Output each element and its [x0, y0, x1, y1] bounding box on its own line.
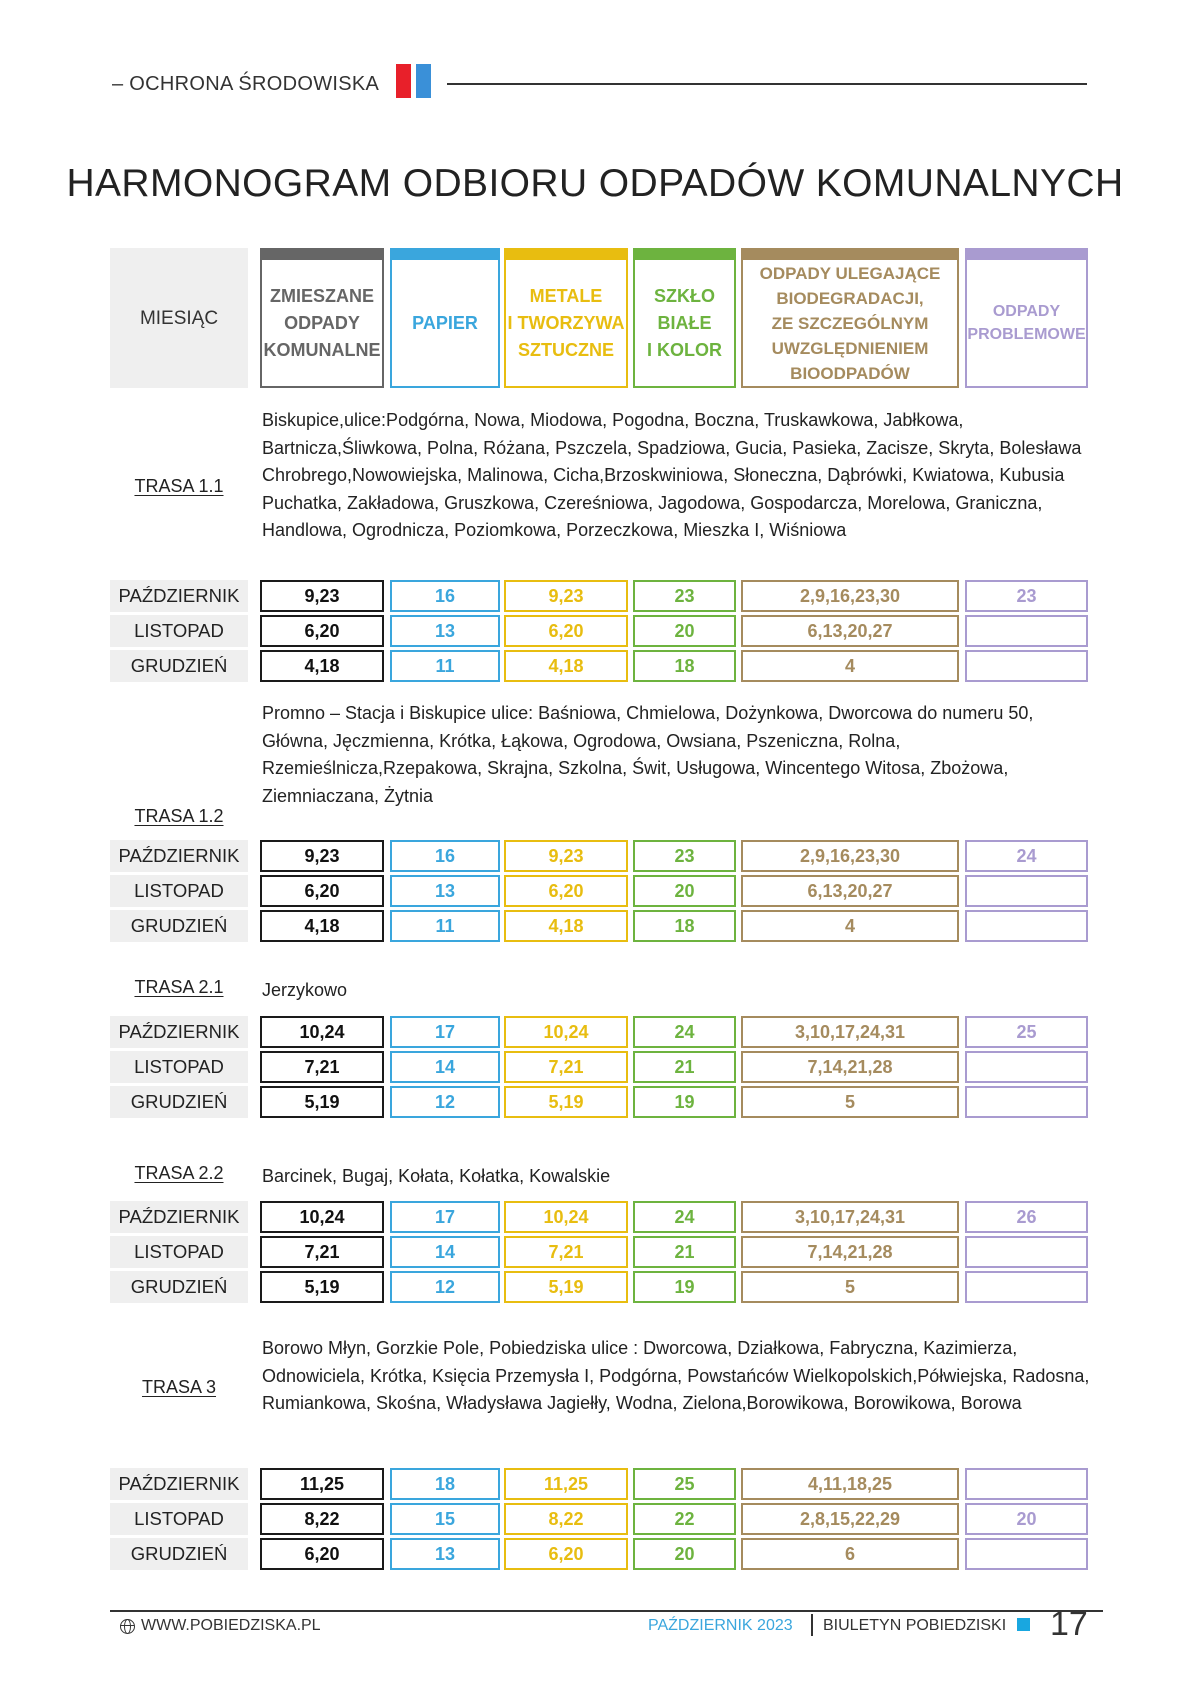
date-cell-prob [965, 875, 1088, 907]
route-description: Borowo Młyn, Gorzkie Pole, Pobiedziska ulice : Dworcowa, Działkowa, Fabryczna, Kazimierza, Odnowiciela, Krótka, Księcia Przemysła I, Podgórna, Powstańców Wielkopolskich,Półwiejska, Radosna, Rumiankowa, Skośna, Władysława Jagiełły, Wodna, Zielona,Borowikowa, Borowikowa, Borowa [262, 1338, 1090, 1413]
date-cell-metal: 9,23 [504, 840, 628, 872]
month-cell: LISTOPAD [110, 875, 248, 907]
month-cell: LISTOPAD [110, 1051, 248, 1083]
date-cell-bio: 3,10,17,24,31 [741, 1201, 959, 1233]
date-cell-prob [965, 1468, 1088, 1500]
date-cell-prob: 24 [965, 840, 1088, 872]
date-cell-bio: 6 [741, 1538, 959, 1570]
flag-blue-stripe [416, 64, 431, 98]
header-glass-line: I KOLOR [647, 339, 722, 360]
date-cell-paper: 14 [390, 1051, 500, 1083]
date-cell-mixed: 11,25 [260, 1468, 384, 1500]
date-cell-glass: 25 [633, 1468, 736, 1500]
month-cell: LISTOPAD [110, 1503, 248, 1535]
header-metal-line: I TWORZYWA [507, 312, 625, 333]
header-glass-line: BIAŁE [657, 312, 712, 333]
month-cell: GRUDZIEŃ [110, 650, 248, 682]
date-cell-paper: 15 [390, 1503, 500, 1535]
month-cell: PAŹDZIERNIK [110, 1201, 248, 1233]
date-cell-glass: 19 [633, 1271, 736, 1303]
header-prob [965, 248, 1088, 388]
date-cell-bio: 2,9,16,23,30 [741, 840, 959, 872]
date-cell-mixed: 5,19 [260, 1086, 384, 1118]
month-cell: PAŹDZIERNIK [110, 1468, 248, 1500]
date-cell-mixed: 8,22 [260, 1503, 384, 1535]
footer-separator [811, 1614, 813, 1636]
date-cell-paper: 12 [390, 1086, 500, 1118]
route-label: TRASA 2.1 [134, 977, 224, 997]
date-cell-glass: 20 [633, 615, 736, 647]
date-cell-mixed: 7,21 [260, 1236, 384, 1268]
date-cell-metal: 9,23 [504, 580, 628, 612]
date-cell-glass: 19 [633, 1086, 736, 1118]
date-cell-paper: 11 [390, 650, 500, 682]
header-paper [390, 248, 500, 388]
header-mixed-line: KOMUNALNE [263, 339, 381, 360]
date-cell-glass: 18 [633, 910, 736, 942]
month-cell: GRUDZIEŃ [110, 1271, 248, 1303]
date-cell-mixed: 6,20 [260, 875, 384, 907]
date-cell-mixed: 9,23 [260, 580, 384, 612]
date-cell-prob: 20 [965, 1503, 1088, 1535]
date-cell-mixed: 10,24 [260, 1016, 384, 1048]
date-cell-mixed: 4,18 [260, 910, 384, 942]
date-cell-glass: 20 [633, 1538, 736, 1570]
date-cell-metal: 4,18 [504, 910, 628, 942]
header-mixed-line: ZMIESZANE [269, 285, 374, 306]
date-cell-prob: 23 [965, 580, 1088, 612]
date-cell-bio: 7,14,21,28 [741, 1051, 959, 1083]
footer-rule [110, 1610, 1103, 1612]
date-cell-mixed: 4,18 [260, 650, 384, 682]
date-cell-bio: 6,13,20,27 [741, 875, 959, 907]
date-cell-paper: 12 [390, 1271, 500, 1303]
date-cell-bio: 4 [741, 650, 959, 682]
month-cell: GRUDZIEŃ [110, 1538, 248, 1570]
date-cell-mixed: 6,20 [260, 1538, 384, 1570]
date-cell-glass: 20 [633, 875, 736, 907]
date-cell-glass: 22 [633, 1503, 736, 1535]
date-cell-metal: 4,18 [504, 650, 628, 682]
header-bio [741, 248, 959, 388]
route-description: Barcinek, Bugaj, Kołata, Kołatka, Kowalskie [262, 1166, 611, 1186]
footer-issue: PAŹDZIERNIK 2023 [648, 1617, 793, 1634]
date-cell-metal: 6,20 [504, 1538, 628, 1570]
date-cell-bio: 5 [741, 1086, 959, 1118]
route-label: TRASA 2.2 [134, 1163, 224, 1183]
month-cell: LISTOPAD [110, 615, 248, 647]
route-label: TRASA 1.1 [134, 476, 224, 496]
header-mixed-line: ODPADY [284, 312, 360, 333]
header-bio-line: UWZGLĘDNIENIEM [771, 338, 929, 358]
date-cell-metal: 10,24 [504, 1201, 628, 1233]
date-cell-metal: 7,21 [504, 1236, 628, 1268]
header-metal-line: METALE [529, 285, 603, 306]
date-cell-mixed: 7,21 [260, 1051, 384, 1083]
date-cell-paper: 13 [390, 615, 500, 647]
footer-website[interactable] [120, 1617, 321, 1635]
date-cell-bio: 4 [741, 910, 959, 942]
date-cell-prob: 26 [965, 1201, 1088, 1233]
date-cell-bio: 7,14,21,28 [741, 1236, 959, 1268]
date-cell-metal: 6,20 [504, 875, 628, 907]
date-cell-mixed: 6,20 [260, 615, 384, 647]
page-title: HARMONOGRAM ODBIORU ODPADÓW KOMUNALNYCH [66, 162, 1124, 205]
month-cell: PAŹDZIERNIK [110, 580, 248, 612]
header-bio-line: ZE SZCZEGÓLNYM [771, 313, 929, 333]
route-label: TRASA 1.2 [134, 806, 224, 826]
date-cell-glass: 21 [633, 1236, 736, 1268]
date-cell-glass: 24 [633, 1016, 736, 1048]
header-glass-line: SZKŁO [654, 285, 715, 306]
date-cell-paper: 13 [390, 875, 500, 907]
date-cell-bio: 6,13,20,27 [741, 615, 959, 647]
globe-icon [120, 1619, 135, 1634]
date-cell-prob [965, 1271, 1088, 1303]
date-cell-glass: 23 [633, 580, 736, 612]
date-cell-metal: 6,20 [504, 615, 628, 647]
date-cell-prob [965, 650, 1088, 682]
header-bio-line: ODPADY ULEGAJĄCE [759, 263, 941, 283]
date-cell-glass: 23 [633, 840, 736, 872]
footer-square-icon [1017, 1618, 1030, 1631]
header-prob-line: ODPADY [992, 303, 1061, 320]
flag-red-stripe [396, 64, 411, 98]
date-cell-bio: 3,10,17,24,31 [741, 1016, 959, 1048]
date-cell-paper: 18 [390, 1468, 500, 1500]
date-cell-metal: 10,24 [504, 1016, 628, 1048]
header-metal-line: SZTUCZNE [517, 339, 614, 360]
date-cell-glass: 24 [633, 1201, 736, 1233]
date-cell-metal: 5,19 [504, 1086, 628, 1118]
date-cell-paper: 13 [390, 1538, 500, 1570]
date-cell-prob [965, 1538, 1088, 1570]
date-cell-mixed: 9,23 [260, 840, 384, 872]
date-cell-mixed: 5,19 [260, 1271, 384, 1303]
header-metal [504, 248, 628, 388]
date-cell-bio: 2,8,15,22,29 [741, 1503, 959, 1535]
date-cell-paper: 16 [390, 580, 500, 612]
month-cell: GRUDZIEŃ [110, 1086, 248, 1118]
month-cell: PAŹDZIERNIK [110, 840, 248, 872]
month-cell: GRUDZIEŃ [110, 910, 248, 942]
date-cell-glass: 21 [633, 1051, 736, 1083]
date-cell-prob [965, 910, 1088, 942]
page-number: 17 [1050, 1605, 1088, 1643]
header-month: MIESIĄC [110, 248, 248, 388]
header-rule [447, 83, 1087, 85]
header-paper-line: PAPIER [412, 312, 478, 333]
date-cell-paper: 17 [390, 1016, 500, 1048]
month-cell: PAŹDZIERNIK [110, 1016, 248, 1048]
section-label: – OCHRONA ŚRODOWISKA [112, 73, 380, 95]
date-cell-prob [965, 1086, 1088, 1118]
header-bio-line: BIOODPADÓW [790, 363, 910, 383]
date-cell-paper: 11 [390, 910, 500, 942]
date-cell-glass: 18 [633, 650, 736, 682]
route-description: Promno – Stacja i Biskupice ulice: Baśniowa, Chmielowa, Dożynkowa, Dworcowa do numeru 50, Główna, Jęczmienna, Krótka, Łąkowa, Ogrodowa, Owsiana, Pszeniczna, Rolna, Rzemieślnicza,Rzepakowa, Skrajna, Szkolna, Świt, Usługowa, Wincentego Witosa, Zbożowa, Ziemniaczana, Żytnia [262, 703, 1034, 806]
route-description: Biskupice,ulice:Podgórna, Nowa, Miodowa, Pogodna, Boczna, Truskawkowa, Jabłkowa, Bartnicza,Śliwkowa, Polna, Różana, Pszczela, Spadziowa, Gucia, Pasieka, Zacisze, Skryta, Bolesława Chrobrego,Nowowiejska, Malinowa, Cicha,Brzoskwiniowa, Słoneczna, Dąbrówki, Kwiatowa, Kubusia Puchatka, Zakładowa, Gruszkowa, Czereśniowa, Jagodowa, Gospodarcza, Morelowa, Graniczna, Handlowa, Ogrodnicza, Poziomkowa, Porzeczkowa, Mieszka I, Wiśniowa [262, 410, 1082, 540]
date-cell-prob: 25 [965, 1016, 1088, 1048]
date-cell-prob [965, 1051, 1088, 1083]
footer-publication: BIULETYN POBIEDZISKI [823, 1617, 1007, 1634]
date-cell-paper: 17 [390, 1201, 500, 1233]
header-mixed [260, 248, 384, 388]
month-cell: LISTOPAD [110, 1236, 248, 1268]
date-cell-metal: 11,25 [504, 1468, 628, 1500]
date-cell-prob [965, 1236, 1088, 1268]
date-cell-metal: 5,19 [504, 1271, 628, 1303]
date-cell-paper: 16 [390, 840, 500, 872]
date-cell-bio: 5 [741, 1271, 959, 1303]
date-cell-paper: 14 [390, 1236, 500, 1268]
route-label: TRASA 3 [141, 1377, 217, 1397]
header-glass [633, 248, 736, 388]
date-cell-prob [965, 615, 1088, 647]
header-prob-line: PROBLEMOWE [967, 326, 1086, 343]
route-description: Jerzykowo [262, 980, 348, 1000]
date-cell-mixed: 10,24 [260, 1201, 384, 1233]
date-cell-metal: 8,22 [504, 1503, 628, 1535]
date-cell-bio: 4,11,18,25 [741, 1468, 959, 1500]
header-bio-line: BIODEGRADACJI, [776, 288, 924, 308]
footer-website-text: WWW.POBIEDZISKA.PL [141, 1617, 321, 1634]
date-cell-metal: 7,21 [504, 1051, 628, 1083]
date-cell-bio: 2,9,16,23,30 [741, 580, 959, 612]
